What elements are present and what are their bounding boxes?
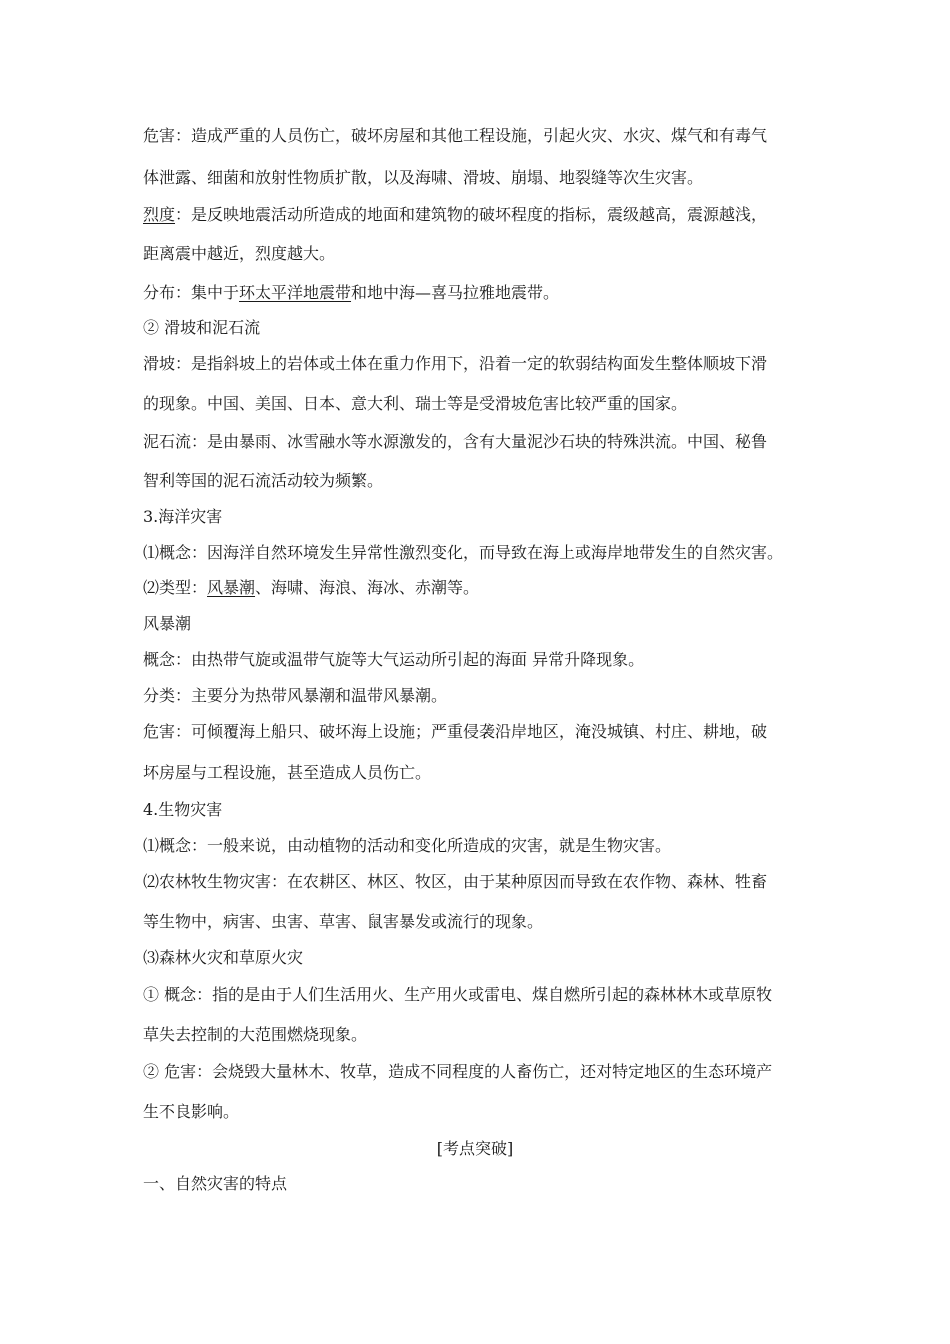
intensity-paragraph-line-1 — [143, 205, 767, 225]
ocean-types-rest: 、海啸、海浪、海冰、赤潮等。 — [255, 578, 480, 597]
landslide-heading: ② 滑坡和泥石流 — [143, 318, 261, 337]
storm-surge-concept: 概念：由热带气旋或温带气旋等大气运动所引起的海面 异常升降现象。 — [143, 650, 645, 669]
storm-surge-heading: 风暴潮 — [143, 614, 192, 633]
fire-heading: ⑶森林火灾和草原火灾 — [143, 948, 304, 967]
ocean-types — [143, 578, 479, 598]
debris-flow-paragraph-line-2: 智利等国的泥石流活动较为频繁。 — [143, 471, 384, 490]
landslide-paragraph-line-2: 的现象。中国、美国、日本、意大利、瑞士等是受滑坡危害比较严重的国家。 — [143, 394, 688, 413]
fire-concept-line-1: ① 概念：指的是由于人们生活用火、生产用火或雷电、煤自燃所引起的森林林木或草原牧 — [143, 985, 773, 1004]
bio-disaster-heading: 4.生物灾害 — [143, 800, 223, 819]
agri-bio-disaster-line-2: 等生物中，病害、虫害、草害、鼠害暴发或流行的现象。 — [143, 912, 544, 931]
intensity-term: 烈度 — [143, 205, 176, 224]
agri-bio-disaster-line-1: ⑵农林牧生物灾害：在农耕区、林区、牧区，由于某种原因而导致在农作物、森林、牲畜 — [143, 872, 768, 891]
ocean-types-term: 风暴潮 — [207, 578, 256, 597]
bio-concept: ⑴概念：一般来说，由动植物的活动和变化所造成的灾害，就是生物灾害。 — [143, 836, 672, 855]
fire-concept-line-2: 草失去控制的大范围燃烧现象。 — [143, 1025, 368, 1044]
distribution-prefix: 分布：集中于 — [143, 283, 240, 302]
distribution-paragraph — [143, 283, 559, 303]
storm-surge-harm-line-1: 危害：可倾覆海上船只、破坏海上设施；严重侵袭沿岸地区，淹没城镇、村庄、耕地，破 — [143, 722, 768, 741]
storm-surge-harm-line-2: 坏房屋与工程设施，甚至造成人员伤亡。 — [143, 763, 432, 782]
harm-paragraph-line-1: 危害：造成严重的人员伤亡，破坏房屋和其他工程设施，引起火灾、水灾、煤气和有毒气 — [143, 126, 768, 145]
landslide-paragraph-line-1: 滑坡：是指斜坡上的岩体或土体在重力作用下，沿着一定的软弱结构面发生整体顺坡下滑 — [143, 354, 768, 373]
fire-harm-line-1: ② 危害：会烧毁大量林木、牧草，造成不同程度的人畜伤亡，还对特定地区的生态环境产 — [143, 1062, 773, 1081]
ocean-disaster-heading: 3.海洋灾害 — [143, 507, 223, 526]
ocean-types-prefix: ⑵类型： — [143, 578, 208, 597]
storm-surge-classification: 分类：主要分为热带风暴潮和温带风暴潮。 — [143, 686, 448, 705]
debris-flow-paragraph-line-1: 泥石流：是由暴雨、冰雪融水等水源激发的，含有大量泥沙石块的特殊洪流。中国、秘鲁 — [143, 432, 768, 451]
intensity-definition: ：是反映地震活动所造成的地面和建筑物的破坏程度的指标，震级越高，震源越浅， — [175, 205, 768, 224]
breakthrough-heading: [考点突破] — [436, 1139, 514, 1158]
intensity-paragraph-line-2: 距离震中越近，烈度越大。 — [143, 244, 336, 263]
harm-paragraph-line-2: 体泄露、细菌和放射性物质扩散，以及海啸、滑坡、崩塌、地裂缝等次生灾害。 — [143, 168, 704, 187]
distribution-rest: 和地中海—喜马拉雅地震带。 — [351, 283, 560, 302]
section-one-heading: 一、自然灾害的特点 — [143, 1174, 288, 1193]
distribution-term: 环太平洋地震带 — [239, 283, 352, 302]
fire-harm-line-2: 生不良影响。 — [143, 1102, 240, 1121]
ocean-concept: ⑴概念：因海洋自然环境发生异常性激烈变化，而导致在海上或海岸地带发生的自然灾害。 — [143, 543, 784, 562]
